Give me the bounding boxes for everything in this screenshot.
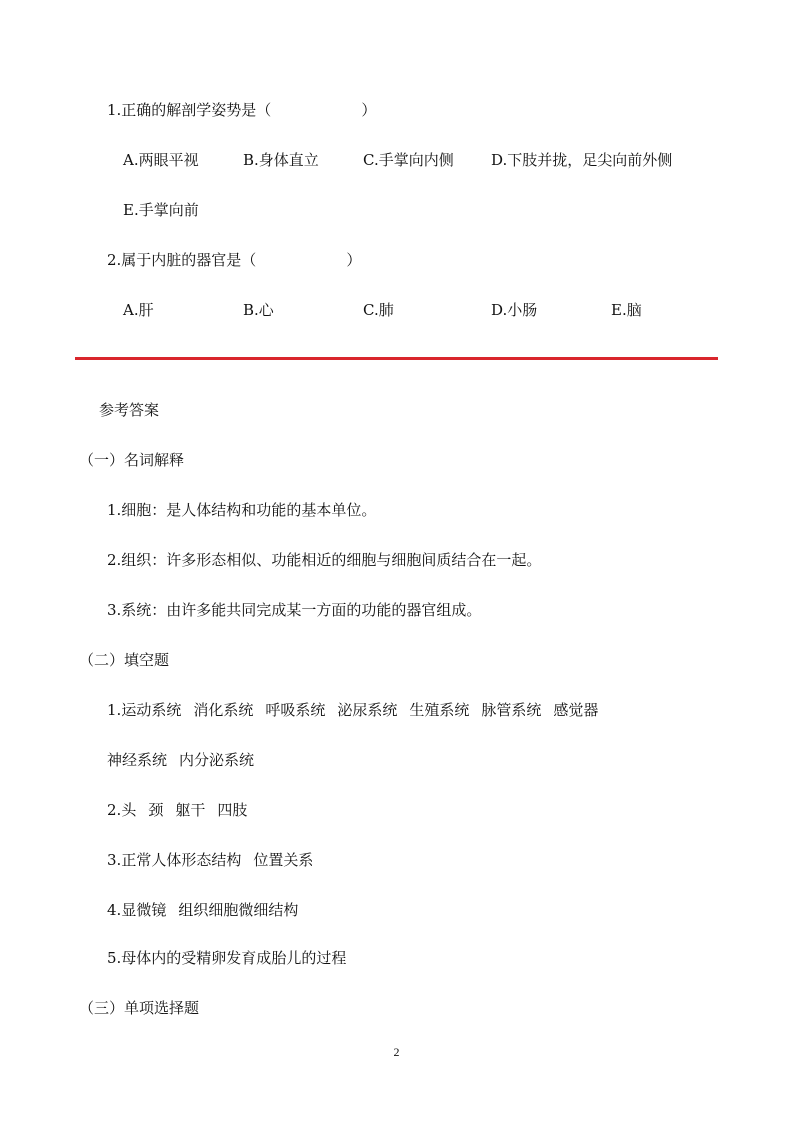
section-3-heading: （三）单项选择题 (79, 999, 200, 1017)
fill-answer-2-prefix: 2. (107, 801, 122, 819)
fill-term: 泌尿系统 (337, 701, 398, 719)
question-1-option-e: E.手掌向前 (123, 201, 199, 219)
page-number: 2 (393, 1045, 400, 1059)
question-2-stem: 2.属于内脏的器官是（ ） (107, 251, 362, 269)
fill-term: 脉管系统 (481, 701, 542, 719)
answers-title: 参考答案 (99, 401, 160, 419)
fill-term: 位置关系 (253, 851, 314, 869)
fill-answer-2 (107, 800, 247, 820)
section-separator (75, 357, 718, 360)
fill-term: 感觉器 (553, 701, 599, 719)
fill-term: 呼吸系统 (265, 701, 326, 719)
fill-term: 运动系统 (121, 701, 182, 719)
definition-cell: 1.细胞：是人体结构和功能的基本单位。 (107, 501, 377, 519)
fill-answer-4 (107, 900, 298, 920)
definition-tissue: 2.组织：许多形态相似、功能相近的细胞与细胞间质结合在一起。 (107, 551, 542, 569)
question-1-option-c: C.手掌向内侧 (363, 151, 454, 169)
question-1-option-a: A.两眼平视 (123, 151, 199, 169)
fill-term: 四肢 (217, 801, 248, 819)
fill-answer-4-prefix: 4. (107, 901, 122, 919)
question-1-option-b: B.身体直立 (243, 151, 319, 169)
section-2-heading: （二）填空题 (79, 651, 170, 669)
fill-term: 消化系统 (193, 701, 254, 719)
section-1-heading: （一）名词解释 (79, 451, 185, 469)
fill-term: 神经系统 (107, 751, 168, 769)
question-1-stem: 1.正确的解剖学姿势是（ ） (107, 101, 377, 119)
fill-answer-3-prefix: 3. (107, 851, 122, 869)
question-2-option-a: A.肝 (123, 301, 154, 319)
fill-term: 显微镜 (121, 901, 167, 919)
definition-system: 3.系统：由许多能共同完成某一方面的功能的器官组成。 (107, 601, 482, 619)
fill-term: 头 (121, 801, 137, 819)
fill-answer-1 (107, 700, 598, 720)
question-2-option-b: B.心 (243, 301, 274, 319)
fill-answer-1-prefix: 1. (107, 701, 122, 719)
question-2-option-c: C.肺 (363, 301, 394, 319)
fill-term: 内分泌系统 (179, 751, 255, 769)
fill-term: 躯干 (175, 801, 206, 819)
fill-term: 正常人体形态结构 (121, 851, 242, 869)
fill-term: 生殖系统 (409, 701, 470, 719)
fill-answer-3 (107, 850, 313, 870)
fill-term: 颈 (148, 801, 164, 819)
fill-term: 组织细胞微细结构 (178, 901, 299, 919)
fill-answer-5: 5.母体内的受精卵发育成胎儿的过程 (107, 949, 347, 967)
question-1-option-d: D.下肢并拢，足尖向前外侧 (491, 151, 673, 169)
question-2-option-d: D.小肠 (491, 301, 538, 319)
question-2-option-e: E.脑 (611, 301, 642, 319)
fill-answer-1-continued (107, 750, 254, 770)
